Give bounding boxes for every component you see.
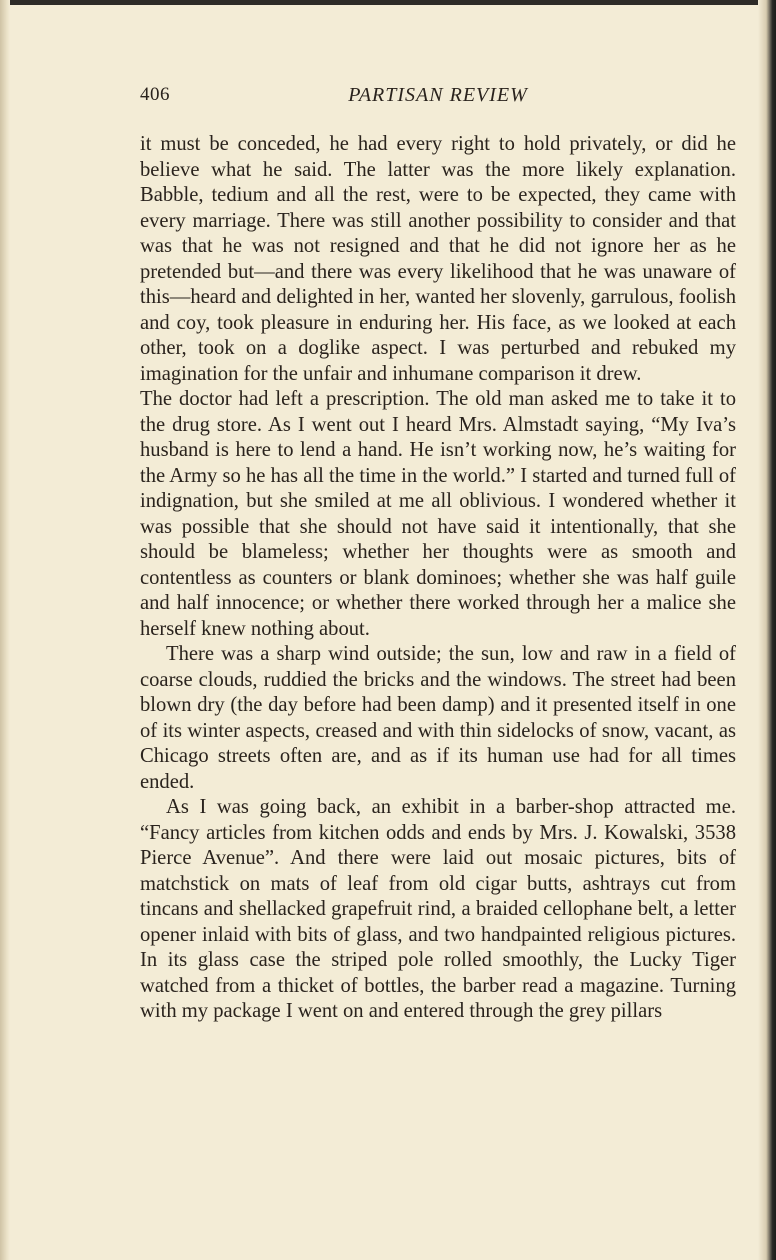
paragraph-4: As I was going back, an exhibit in a barber-shop attracted me. “Fancy articles from kitchen odds and ends by Mrs. J. Kowalski, 3538 Pierce Avenue”. And there were laid out mosaic pictures, bits of matchstick on mats of leaf from old cigar butts, ashtrays cut from tincans and shellacked grapefruit rind, a braided cellophane belt, a letter opener inlaid with bits of glass, and two handpainted religious pictures. In its glass case the striped pole rolled smoothly, the Lucky Tiger watched from a thicket of bottles, the barber read a magazine. Turning with my package I went on and entered through the grey pillars bbox=[140, 796, 736, 1022]
page-top-edge bbox=[0, 0, 776, 5]
running-head: PARTISAN REVIEW bbox=[348, 84, 528, 106]
paragraph-2: The doctor had left a prescription. The old man asked me to take it to the drug store. As I went out I heard Mrs. Almstadt saying, “My Iva’s husband is here to lend a hand. He isn’t working now, he’s waiting for the Army so he has all the time in the world.” I started and turned full of indignation, but she smiled at me all oblivious. I wondered whether it was possible that she should not have said it intentionally, that she should be blameless; whether her thoughts were as smooth and contentless as counters or blank dominoes; whether she was half guile and half innocence; or whether there worked through her a malice she herself knew nothing about. bbox=[140, 388, 736, 640]
page-number: 406 bbox=[140, 84, 170, 105]
page-right-edge bbox=[758, 0, 776, 1260]
paragraph-1: it must be conceded, he had every right to hold privately, or did he believe what he said. The latter was the more likely explanation. Babble, tedium and all the rest, were to be expected, they came with every marriage. There was still another possibility to consider and that was that he was not resigned and that he did not ignore her as he pretended but—and there was every likelihood that he was unaware of this—heard and delighted in her, wanted her slovenly, garrulous, foolish and coy, took pleasure in enduring her. His face, as we looked at each other, took on a doglike aspect. I was perturbed and rebuked my imagination for the unfair and inhumane comparison it drew. bbox=[140, 133, 736, 385]
page-header bbox=[140, 84, 736, 114]
body-text bbox=[140, 132, 736, 1025]
paragraph-3: There was a sharp wind outside; the sun, low and raw in a field of coarse clouds, ruddied the bricks and the windows. The street had been blown dry (the day before had been damp) and it presented itself in one of its winter aspects, creased and with thin sidelocks of snow, vacant, as Chicago streets often are, and as if its human use had for all times ended. bbox=[140, 643, 736, 793]
page-left-gutter bbox=[0, 0, 10, 1260]
